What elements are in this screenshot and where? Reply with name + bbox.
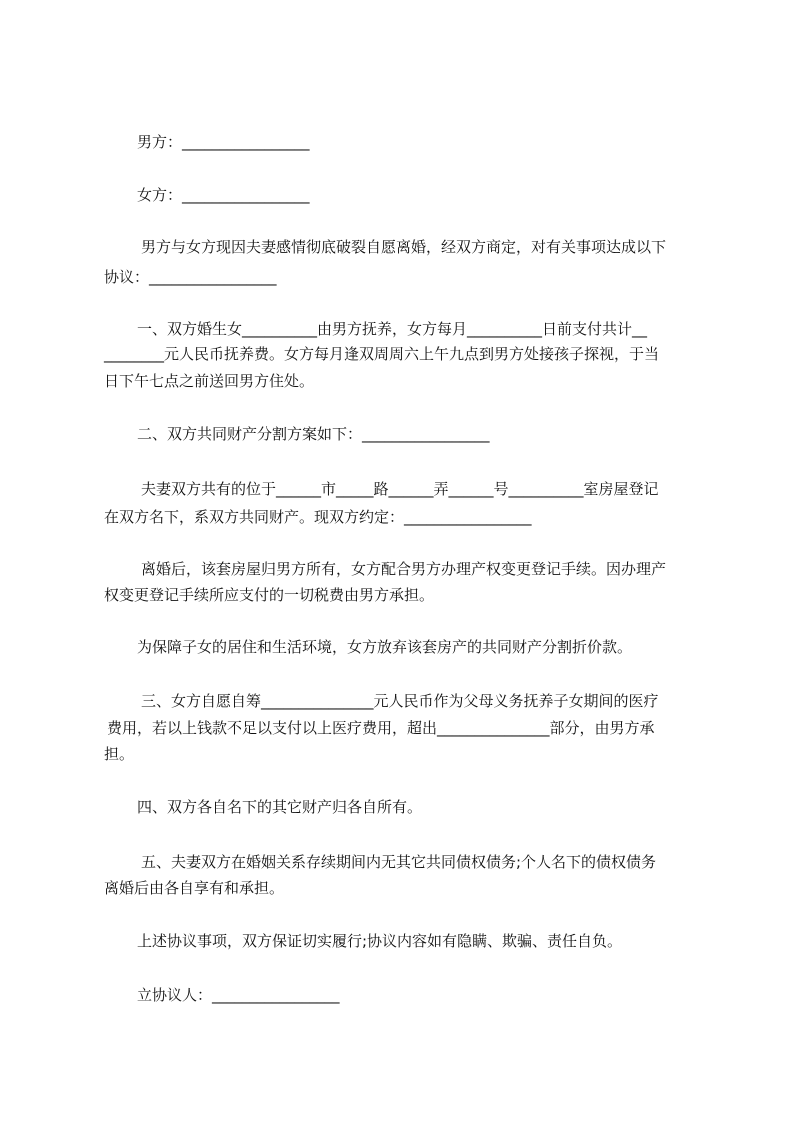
- house-paragraph-line-1: 离婚后，该套房屋归男方所有，女方配合男方办理产权变更登记手续。因办理产: [141, 560, 667, 578]
- house-paragraph-line-2: 权变更登记手续所应支付的一切税费由男方承担。: [104, 586, 435, 604]
- clause-1-line-1: 一、双方婚生女__________由男方抚养，女方每月__________日前支付共计__: [137, 320, 648, 338]
- intro-paragraph-line-1: 男方与女方现因夫妻感情彻底破裂自愿离婚，经双方商定，对有关事项达成以下: [141, 238, 667, 256]
- clause-1-line-2: ________元人民币抚养费。女方每月逢双周周六上午九点到男方处接孩子探视，于当: [104, 345, 660, 363]
- clause-3-line-2: 费用，若以上钱款不足以支付以上医疗费用，超出_______________部分，由男方承: [107, 719, 655, 737]
- clause-3-line-1: 三、女方自愿自筹_______________元人民币作为父母义务抚养子女期间的医疗: [141, 692, 659, 710]
- guarantee-paragraph: 上述协议事项，双方保证切实履行;协议内容如有隐瞒、欺骗、责任自负。: [137, 932, 623, 950]
- signatory-line: 立协议人：_________________: [137, 986, 340, 1004]
- clause-5-line-2: 离婚后由各自享有和承担。: [104, 879, 285, 897]
- male-party-line: 男方：_________________: [137, 133, 310, 151]
- property-paragraph-line-2: 在双方名下，系双方共同财产。现双方约定：_________________: [104, 508, 532, 526]
- clause-4: 四、双方各自名下的其它财产归各自所有。: [137, 798, 423, 816]
- child-environment-paragraph: 为保障子女的居住和生活环境，女方放弃该套房产的共同财产分割折价款。: [137, 638, 633, 656]
- property-paragraph-line-1: 夫妻双方共有的位于______市_____路______弄______号__________室房屋登记: [141, 480, 659, 498]
- clause-1-line-3: 日下午七点之前送回男方住处。: [104, 372, 315, 390]
- clause-2-heading: 二、双方共同财产分割方案如下：_________________: [137, 425, 490, 443]
- intro-paragraph-line-2: 协议：_________________: [104, 268, 277, 286]
- clause-5-line-1: 五、夫妻双方在婚姻关系存续期间内无其它共同债权债务;个人名下的债权债务: [141, 853, 657, 871]
- female-party-line: 女方：_________________: [137, 186, 310, 204]
- clause-3-line-3: 担。: [104, 745, 135, 763]
